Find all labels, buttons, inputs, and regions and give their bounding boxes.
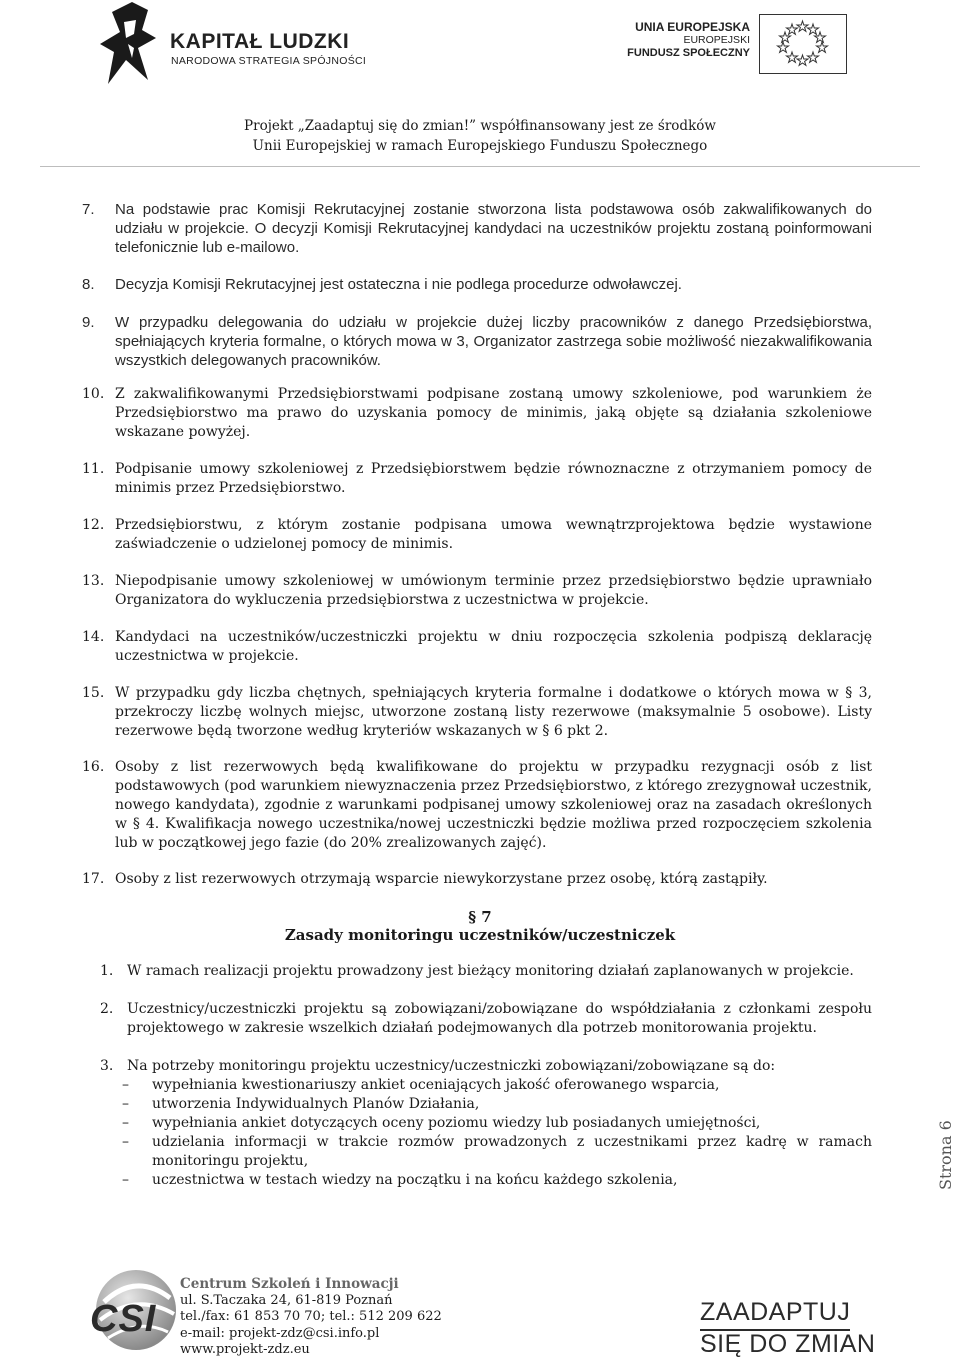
kapital-ludzki-subtitle: NARODOWA STRATEGIA SPÓJNOŚCI <box>171 55 367 67</box>
dash-bullet: – <box>122 1096 129 1112</box>
footer-phone: tel./fax: 61 853 70 70; tel.: 512 209 622 <box>180 1309 442 1324</box>
list-item <box>82 313 872 370</box>
list-item-number: 7. <box>82 201 95 218</box>
footer-company: Centrum Szkoleń i Innowacji <box>180 1276 399 1292</box>
list-item-number: 2. <box>100 1001 114 1017</box>
dash-bullet: – <box>122 1172 129 1188</box>
project-header-line-2: Unii Europejskiej w ramach Europejskiego Funduszu Społecznego <box>252 138 708 154</box>
list-item <box>82 275 872 294</box>
csi-logo <box>84 1262 184 1362</box>
csi-logo-text: CSI <box>90 1298 157 1340</box>
eu-line-3: FUNDUSZ SPOŁECZNY <box>627 47 750 59</box>
dash-list-text: udzielania informacji w trakcie rozmów prowadzonych z uczestnikami przez kadrę w ramach monitoringu projektu, <box>152 1134 872 1169</box>
list-item-number: 14. <box>82 629 105 645</box>
dash-list-item <box>122 1171 872 1190</box>
list-item-text: Uczestnicy/uczestniczki projektu są zobowiązani/zobowiązane do współdziałania z członkami zespołu projektowego w zakresie wszelkich działań podejmowanych dla potrzeb monitorowania projektu. <box>127 1001 872 1036</box>
eu-logo <box>626 14 856 80</box>
kapital-ludzki-emblem-icon <box>98 0 168 88</box>
list-item-number: 12. <box>82 517 105 533</box>
dash-bullet: – <box>122 1115 129 1131</box>
eu-line-2: EUROPEJSKI <box>683 34 750 46</box>
list-item-number: 8. <box>82 276 95 293</box>
list-item-text: Osoby z list rezerwowych będą kwalifikowane do projektu w przypadku rezygnacji osób z list podstawowych (pod warunkiem niewyznaczenia przez Przedsiębiorstwo, z którego zrezygnował uczestnik, nowego kandydata), zgodnie z warunkami podpisanej umowy szkoleniowej oraz na zasadach określonych w § 4. Kwalifikacja nowego uczestnika/nowej uczestniczki będzie możliwa przed rozpoczęciem szkolenia lub w początkowej jego fazie (do 20% zrealizowanych zajęć). <box>115 759 872 851</box>
list-item-number: 15. <box>82 685 105 701</box>
list-item <box>82 870 872 889</box>
list-item-text: Na podstawie prac Komisji Rekrutacyjnej zostanie stworzona lista podstawowa osób zakwalifikowanych do udziału w projekcie. O decyzji Komisji Rekrutacyjnej kandydaci na uczestników projektu zostaną poinformowani telefonicznie lub e-mailowo. <box>115 201 872 256</box>
eu-flag-icon <box>759 14 847 74</box>
dash-list-item <box>122 1095 872 1114</box>
list-item <box>100 962 872 981</box>
dash-list-item <box>122 1133 872 1171</box>
dash-list-item <box>122 1114 872 1133</box>
list-item-text: Osoby z list rezerwowych otrzymają wsparcie niewykorzystane przez osobę, którą zastąpiły. <box>115 871 768 887</box>
list-item-number: 13. <box>82 573 105 589</box>
list-item <box>82 460 872 498</box>
list-item-text: W ramach realizacji projektu prowadzony jest bieżący monitoring działań zaplanowanych w projekcie. <box>127 963 854 979</box>
list-item-text: Na potrzeby monitoringu projektu uczestnicy/uczestniczki zobowiązani/zobowiązane są do: <box>127 1058 776 1074</box>
list-item-text: Podpisanie umowy szkoleniowej z Przedsiębiorstwem będzie równoznaczne z otrzymaniem pomocy de minimis przez Przedsiębiorstwo. <box>115 461 872 496</box>
list-item-text: W przypadku delegowania do udziału w projekcie dużej liczby pracowników z danego Przedsiębiorstwa, spełniających kryteria formalne, o których mowa w 3, Organizator zastrzega sobie możliwość niezakwalifikowania wszystkich delegowanych pracowników. <box>115 314 872 369</box>
footer-street: ul. S.Taczaka 24, 61-819 Poznań <box>180 1292 393 1308</box>
section-title: Zasady monitoringu uczestników/uczestniczek <box>284 926 676 944</box>
list-item-number: 1. <box>100 963 114 979</box>
dash-list-text: uczestnictwa w testach wiedzy na początku i na końcu każdego szkolenia, <box>152 1172 678 1188</box>
kapital-ludzki-title: KAPITAŁ LUDZKI <box>170 30 350 53</box>
page-number-label: Strona 6 <box>936 1120 955 1190</box>
list-item-number: 16. <box>82 759 105 775</box>
eu-line-1: UNIA EUROPEJSKA <box>635 20 750 34</box>
list-item-number: 17. <box>82 871 105 887</box>
list-item-text: W przypadku gdy liczba chętnych, spełniających kryteria formalne i dodatkowe o których mowa w § 3, przekroczy liczbę wolnych miejsc, utworzone zostaną listy rezerwowe (maksymalnie 5 osobowe). Listy rezerwowe będą tworzone według kryteriów wskazanych w § 6 pkt 2. <box>115 685 872 739</box>
list-item-number: 10. <box>82 386 105 402</box>
list-item <box>82 516 872 554</box>
list-item-number: 3. <box>100 1058 114 1074</box>
footer-www[interactable]: www.projekt-zdz.eu <box>180 1342 310 1357</box>
dash-list-text: wypełniania kwestionariuszy ankiet oceniających jakość oferowanego wsparcia, <box>152 1077 720 1093</box>
header-divider <box>40 166 920 167</box>
dash-list-item <box>122 1076 872 1095</box>
dash-list-text: wypełniania ankiet dotyczących oceny poziomu wiedzy lub posiadanych umiejętności, <box>152 1115 761 1131</box>
dash-list <box>122 1076 872 1190</box>
list-item-number: 9. <box>82 314 95 331</box>
zaadaptuj-logo <box>700 1296 875 1360</box>
list-item-text: Kandydaci na uczestników/uczestniczki projektu w dniu rozpoczęcia szkolenia podpiszą deklarację uczestnictwa w projekcie. <box>115 629 872 664</box>
list-item <box>82 200 872 257</box>
list-item <box>82 684 872 741</box>
list-item <box>82 385 872 442</box>
kapital-ludzki-logo <box>98 0 398 88</box>
list-item <box>100 1057 872 1076</box>
zaadaptuj-logo-line-1: ZAADAPTUJ <box>700 1298 851 1326</box>
list-item-text: Z zakwalifikowanymi Przedsiębiorstwami podpisane zostaną umowy szkoleniowe, pod warunkiem że Przedsiębiorstwo ma prawo do uzyskania pomocy de minimis, jaką objęte są działania szkoleniowe wskazane powyżej. <box>115 386 872 440</box>
list-item <box>82 758 872 853</box>
footer-email[interactable]: e-mail: projekt-zdz@csi.info.pl <box>180 1325 380 1341</box>
list-item <box>100 1000 872 1038</box>
page-number <box>936 1118 960 1208</box>
project-header <box>0 116 960 156</box>
dash-bullet: – <box>122 1134 129 1150</box>
list-item <box>82 572 872 610</box>
zaadaptuj-logo-line-2: SIĘ DO ZMIAN <box>700 1330 876 1358</box>
zaadaptuj-logo-divider <box>700 1329 850 1331</box>
dash-list-text: utworzenia Indywidualnych Planów Działania, <box>152 1096 480 1112</box>
section-mark: § 7 <box>468 908 492 926</box>
list-item-text: Decyzja Komisji Rekrutacyjnej jest ostateczna i nie podlega procedurze odwoławczej. <box>115 276 682 293</box>
footer-address <box>180 1276 442 1359</box>
list-item-text: Niepodpisanie umowy szkoleniowej w umówionym terminie przez przedsiębiorstwo będzie uprawniało Organizatora do wykluczenia przedsiębiorstwa z uczestnictwa w projekcie. <box>115 573 872 608</box>
list-item <box>82 628 872 666</box>
list-item-text: Przedsiębiorstwu, z którym zostanie podpisana umowa wewnątrzprojektowa będzie wystawione zaświadczenie o udzielonej pomocy de minimis. <box>115 517 872 552</box>
project-header-line-1: Projekt „Zaadaptuj się do zmian!” współfinansowany jest ze środków <box>244 118 716 134</box>
dash-bullet: – <box>122 1077 129 1093</box>
list-item-number: 11. <box>82 461 105 477</box>
